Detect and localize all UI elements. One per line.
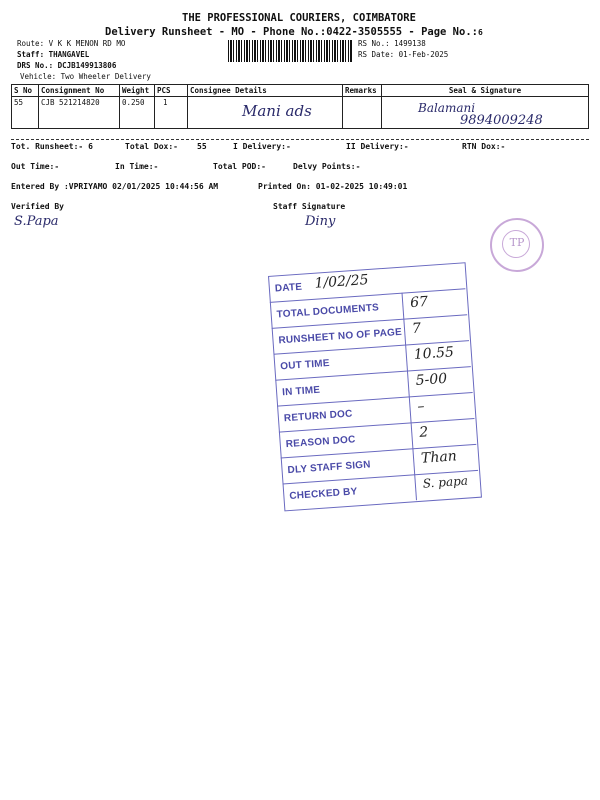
col-header: Seal & Signature <box>382 85 589 97</box>
cell-weight: 0.250 <box>120 97 155 129</box>
receiver-phone: 9894009248 <box>460 113 543 128</box>
stamp-label: CHECKED BY <box>289 486 358 503</box>
stamp-label: DLY STAFF SIGN <box>287 459 371 477</box>
stamp-value: 7 <box>411 320 422 338</box>
company-name: THE PROFESSIONAL COURIERS, COIMBATORE <box>182 12 416 24</box>
verified-signature: S.Papa <box>14 214 59 229</box>
page-number-mark: 6 <box>477 28 483 37</box>
seal-text: TP <box>509 236 525 249</box>
stamp-value: 1/02/25 <box>314 272 370 292</box>
runsheet-stamp <box>268 261 496 513</box>
runsheet-line: Delivery Runsheet - MO - Phone No.:0422-3505555 - Page No.: <box>105 26 478 38</box>
stamp-label: RETURN DOC <box>283 408 353 425</box>
printed-on: Printed On: 01-02-2025 10:49:01 <box>258 182 408 191</box>
cell-pcs: 1 <box>155 97 188 129</box>
route-label: Route: V K K MENON RD MO <box>17 39 126 48</box>
consignee-handwriting: Mani ads <box>242 102 312 120</box>
out-time: Out Time:- <box>11 162 60 171</box>
table-header-row <box>12 85 589 97</box>
runsheet-title <box>105 26 483 38</box>
total-runsheet: Tot. Runsheet:- 6 <box>11 142 93 151</box>
col-header: Consignment No <box>39 85 120 97</box>
stamp-value: 10.55 <box>413 344 455 363</box>
stamp-value: 67 <box>409 293 429 312</box>
stamp-label: IN TIME <box>281 384 321 399</box>
col-header: Weight <box>120 85 155 97</box>
stamp-label: OUT TIME <box>279 357 331 373</box>
stamp-value: Than <box>420 448 458 467</box>
staff-label: Staff: THANGAVEL <box>17 50 90 59</box>
cell-sno: 55 <box>12 97 39 129</box>
stamp-value: – <box>416 398 426 415</box>
cell-consignment: CJB 521214820 <box>39 97 120 129</box>
i-delivery: I Delivery:- <box>233 142 291 151</box>
total-pod: Total POD:- <box>213 162 266 171</box>
rtn-dox: RTN Dox:- <box>462 142 506 151</box>
rs-number: RS No.: 1499138 <box>358 39 426 48</box>
stamp-value: 5-00 <box>415 370 448 389</box>
vehicle-label: Vehicle: Two Wheeler Delivery <box>20 72 151 81</box>
rs-date: RS Date: 01-Feb-2025 <box>358 50 449 59</box>
entered-by: Entered By :VPRIYAMO 02/01/2025 10:44:56 AM <box>11 182 219 191</box>
stamp-label: REASON DOC <box>285 434 356 451</box>
stamp-label: RUNSHEET NO OF PAGE <box>278 326 403 347</box>
runsheet-table <box>11 84 589 129</box>
staff-signature-label: Staff Signature <box>273 202 346 211</box>
barcode <box>228 40 352 62</box>
total-dox-label: Total Dox:- <box>125 142 178 151</box>
in-time: In Time:- <box>115 162 159 171</box>
staff-signature: Diny <box>305 214 336 229</box>
verified-by-label: Verified By <box>11 202 64 211</box>
col-header: Remarks <box>343 85 382 97</box>
cell-remarks <box>343 97 382 129</box>
table-row <box>12 97 589 129</box>
stamp-value: S. papa <box>422 473 469 491</box>
stamp-label: TOTAL DOCUMENTS <box>276 302 380 321</box>
receiver-signature: Balamani <box>418 101 476 115</box>
total-dox-value: 55 <box>197 142 207 151</box>
divider <box>11 139 589 140</box>
stamp-value: 2 <box>418 424 429 441</box>
col-header: Consignee Details <box>188 85 343 97</box>
cell-signature <box>382 97 589 129</box>
seal-stamp <box>490 218 544 272</box>
ii-delivery: II Delivery:- <box>346 142 409 151</box>
col-header: PCS <box>155 85 188 97</box>
delivery-points: Delvy Points:- <box>293 162 361 171</box>
col-header: S No <box>12 85 39 97</box>
stamp-label: DATE <box>274 281 303 295</box>
cell-consignee <box>188 97 343 129</box>
drs-number: DRS No.: DCJB149913806 <box>17 61 117 70</box>
